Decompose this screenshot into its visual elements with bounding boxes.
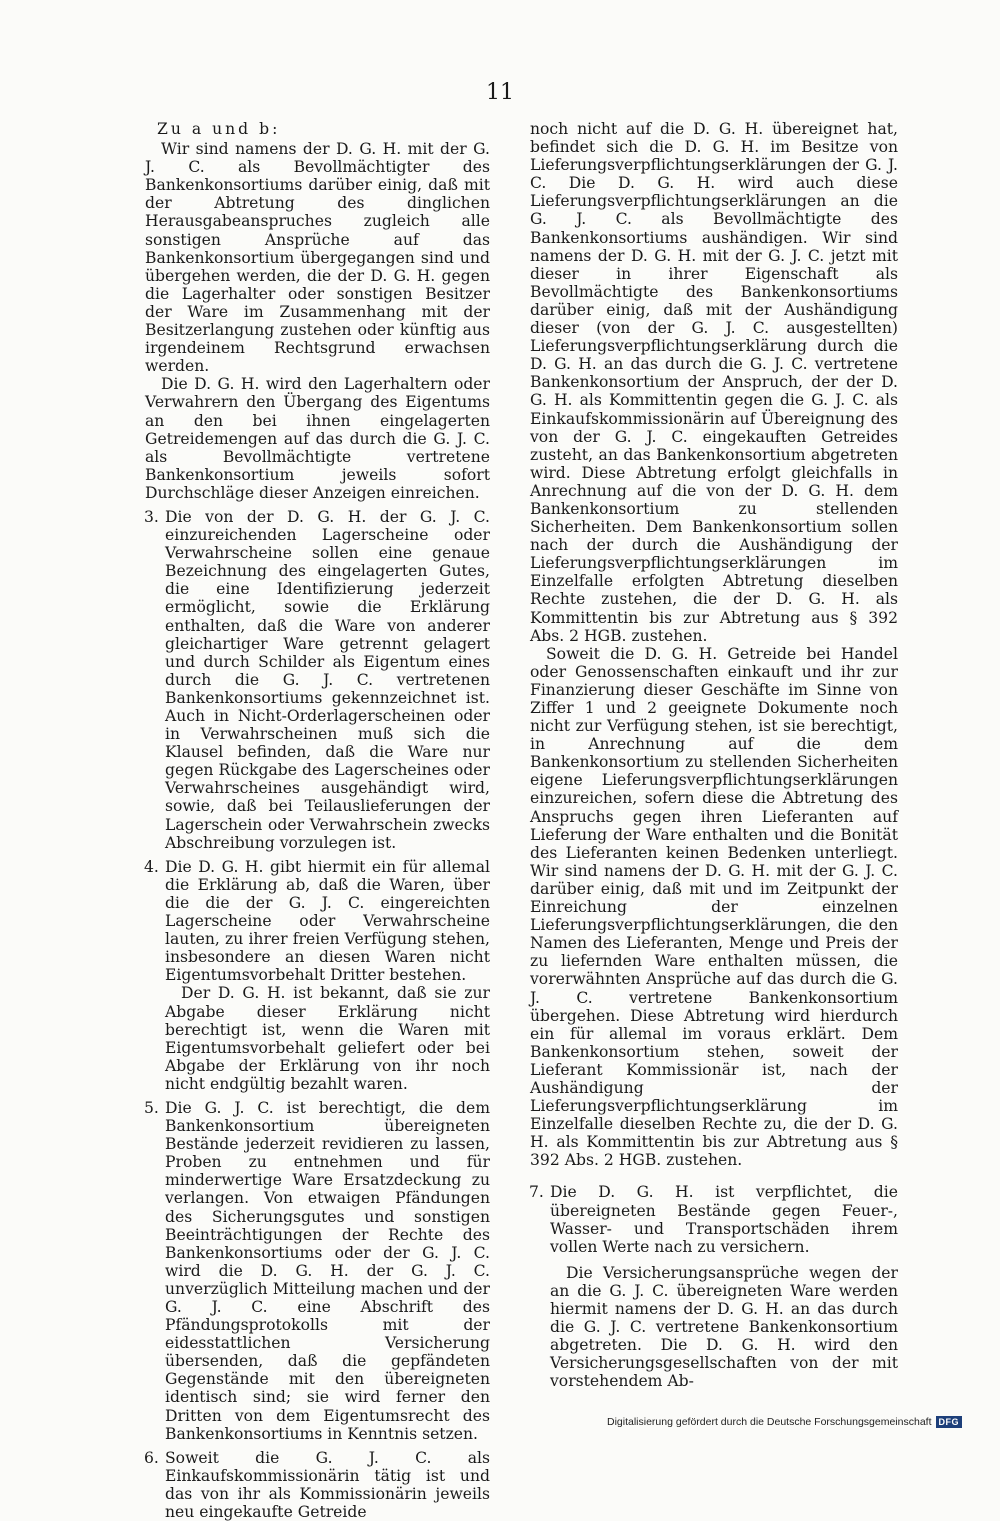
- paragraph: noch nicht auf die D. G. H. übereignet hat, befindet sich die D. G. H. im Besitze von Lieferungsverpflichtungserklärungen der G. J. C. Die D. G. H. wird auch diese Lieferungsverpflichtungserklärungen an die G. J. C. als Bevollmächtigte des Bankenkonsortiums aushändigen. Wir sind namens der D. G. H. mit der G. J. C. jetzt mit dieser in ihrer Eigenschaft als Bevollmächtigte des Bankenkonsortiums darüber einig, daß mit der Aushändigung dieser (von der G. J. C. ausgestellten) Lieferungsverpflichtungserklärung durch die D. G. H. an das durch die G. J. C. vertretene Bankenkonsortium der Anspruch, der der D. G. H. als Kommittentin gegen die G. J. C. als Einkaufskommissionärin auf Übereignung des von der G. J. C. eingekauften Getreides zusteht, an das Bankenkonsortium abgetreten wird. Diese Abtretung erfolgt gleichfalls in Anrechnung auf die von der D. G. H. dem Bankenkonsortium zu stellenden Sicherheiten. Dem Bankenkonsortium sollen nach der durch die Aushändigung der Lieferungsverpflichtungserklärungen im Einzelfalle erfolgten Abtretung dieselben Rechte zustehen, die der D. G. H. als Kommittentin bis zur Abtretung aus § 392 Abs. 2 HGB. zustehen.: [530, 120, 898, 645]
- page-number: 11: [486, 80, 514, 105]
- credit-text: Digitalisierung gefördert durch die Deutsche Forschungsgemeinschaft: [606, 1416, 932, 1428]
- left-column: [145, 120, 490, 1521]
- footer-credit: [607, 1416, 962, 1428]
- paragraph: Soweit die D. G. H. Getreide bei Handel oder Genossenschaften einkauft und ihr zur Finanzierung dieser Geschäfte im Sinne von Ziffer 1 und 2 geeignete Dokumente noch nicht zur Verfügung stehen, ist sie berechtigt, in Anrechnung auf die dem Bankenkonsortium zu stellenden Sicherheiten eigene Lieferungsverpflichtungserklärungen einzureichen, sofern diese die Abtretung des Anspruchs gegen ihren Lieferanten auf Lieferung der Ware enthalten und die Bonität des Lieferanten keinen Bedenken unterliegt. Wir sind namens der D. G. H. mit der G. J. C. darüber einig, daß mit und im Zeitpunkt der Einreichung der einzelnen Lieferungsverpflichtungserklärungen, die den Namen des Lieferanten, Menge und Preis der zu liefernden Ware enthalten müssen, die vorerwähnten Ansprüche auf das durch die G. J. C. vertretene Bankenkonsortium übergehen. Diese Abtretung wird hierdurch ein für allemal im voraus erklärt. Dem Bankenkonsortium stehen, soweit der Lieferant Kommissionär ist, nach der Aushändigung der Lieferungsverpflichtungserklärung im Einzelfalle dieselben Rechte zu, die der D. G. H. als Kommittentin bis zur Abtretung aus § 392 Abs. 2 HGB. zustehen.: [530, 644, 898, 1170]
- item-paragraph: Die Versicherungsansprüche wegen der an die G. J. C. übereigneten Ware werden hiermit namens der D. G. H. an das durch die G. J. C. vertretene Bankenkonsortium abgetreten. Die D. G. H. wird den Versicherungsgesellschaften von der mit vorstehendem Ab-: [550, 1263, 898, 1391]
- item-text: Soweit die G. J. C. als Einkaufskommissionärin tätig ist und das von ihr als Kommissionärin jeweils neu eingekaufte Getreide: [165, 1448, 490, 1521]
- paragraph: Die D. G. H. wird den Lagerhaltern oder Verwahrern den Übergang des Eigentums an den bei ihnen eingelagerten Getreidemengen auf das durch die G. J. C. als Bevollmächtigte vertretene Bankenkonsortium jeweils sofort Durchschläge dieser Anzeigen einreichen.: [145, 375, 490, 502]
- numbered-item-7: [530, 1183, 898, 1390]
- right-column: [530, 120, 898, 1390]
- item-text: Die D. G. H. gibt hiermit ein für allemal die Erklärung ab, daß die Waren, über die die der G. J. C. eingereichten Lagerscheine oder Verwahrscheine lauten, zu ihrer freien Verfügung stehen, insbesondere an diesen Waren nicht Eigentumsvorbehalt Dritter bestehen.: [165, 857, 490, 985]
- numbered-item-6: [145, 1449, 490, 1521]
- dfg-logo: DFG: [936, 1416, 963, 1428]
- section-heading: Zu a und b:: [157, 120, 281, 138]
- item-text: Die G. J. C. ist berechtigt, die dem Bankenkonsortium übereigneten Bestände jederzeit revidieren zu lassen, Proben zu entnehmen und für minderwertige Ware Ersatzdeckung zu verlangen. Von etwaigen Pfändungen des Sicherungsgutes und sonstigen Beeinträchtigungen der Rechte des Bankenkonsortiums oder der G. J. C. wird die D. G. H. der G. J. C. unverzüglich Mitteilung machen und der G. J. C. eine Abschrift des Pfändungsprotokolls mit der eidesstattlichen Versicherung übersenden, daß die gepfändeten Gegenstände mit den übereigneten identisch sind; sie wird ferner den Dritten von dem Eigentumsrecht des Bankenkonsortiums in Kenntnis setzen.: [165, 1098, 490, 1443]
- numbered-item-5: [145, 1099, 490, 1443]
- item-number: 4.: [144, 857, 159, 876]
- item-text: Die D. G. H. ist verpflichtet, die übereigneten Bestände gegen Feuer-, Wasser- und Transportschäden ihrem vollen Werte nach zu versichern.: [550, 1183, 898, 1256]
- item-number: 5.: [144, 1098, 159, 1117]
- item-number: 7.: [529, 1183, 544, 1202]
- paragraph: Wir sind namens der D. G. H. mit der G. J. C. als Bevollmächtigter des Bankenkonsortiums darüber einig, daß mit der Abtretung des dinglichen Herausgabeanspruches zugleich alle sonstigen Ansprüche auf das Bankenkonsortium übergegangen sind und übergehen werden, die der D. G. H. gegen die Lagerhalter oder sonstigen Besitzer der Ware im Zusammenhang mit der Besitzerlangung zustehen oder künftig aus irgendeinem Rechtsgrund erwachsen werden.: [145, 140, 490, 376]
- item-text: Die von der D. G. H. der G. J. C. einzureichenden Lagerscheine oder Verwahrscheine sollen eine genaue Bezeichnung des eingelagerten Gutes, die eine Identifizierung jederzeit ermöglicht, sowie die Erklärung enthalten, daß die Ware von anderer gleichartiger Ware getrennt gelagert und durch Schilder als Eigentum eines durch die G. J. C. vertretenen Bankenkonsortiums gekennzeichnet ist. Auch in Nicht-Orderlagerscheinen oder in Verwahrscheinen muß sich die Klausel befinden, daß die Ware nur gegen Rückgabe des Lagerscheines oder Verwahrscheines ausgehändigt wird, sowie, daß bei Teilauslieferungen der Lagerschein oder Verwahrschein zwecks Abschreibung vorzulegen ist.: [165, 507, 490, 852]
- item-paragraph: Der D. G. H. ist bekannt, daß sie zur Abgabe dieser Erklärung nicht berechtigt ist, wenn die Waren mit Eigentumsvorbehalt geliefert oder bei Abgabe der Erklärung von ihr noch nicht endgültig bezahlt waren.: [165, 984, 490, 1093]
- item-number: 6.: [144, 1448, 159, 1467]
- numbered-item-4: [145, 858, 490, 1093]
- item-number: 3.: [144, 507, 159, 526]
- numbered-item-3: [145, 508, 490, 852]
